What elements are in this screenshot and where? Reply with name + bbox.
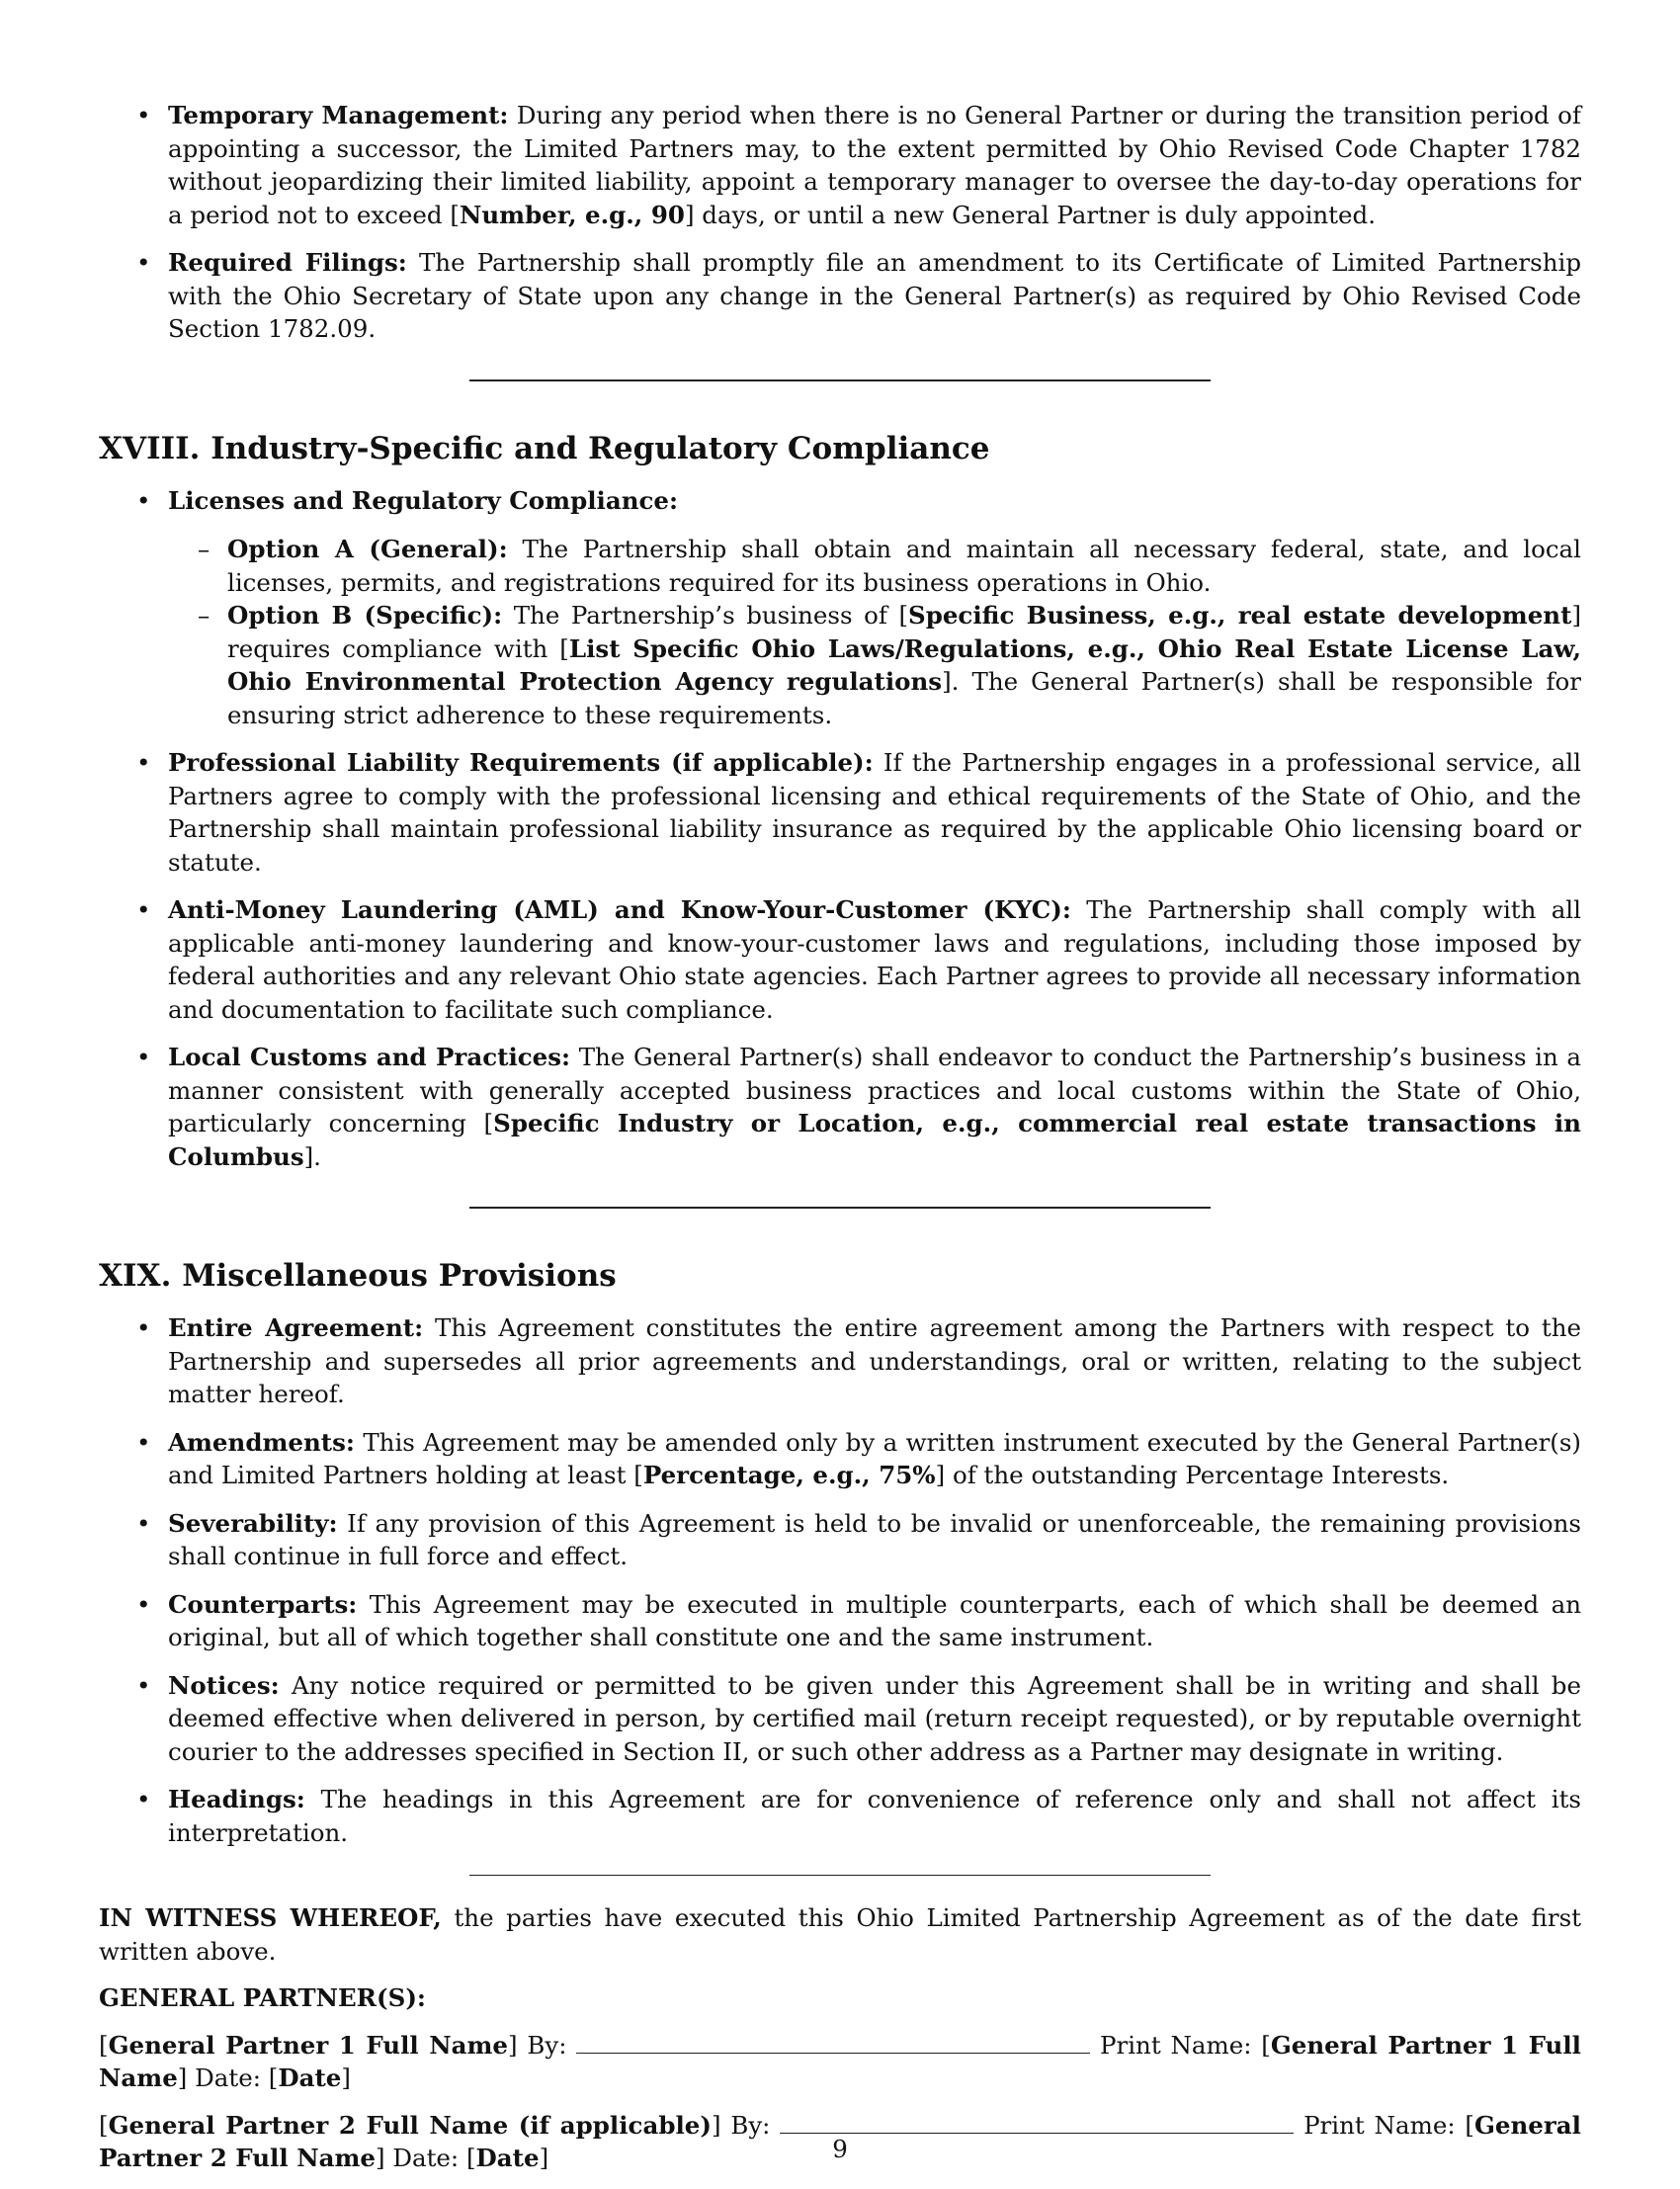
section-divider [469, 1875, 1211, 1876]
bullet-text: Any notice required or permitted to be given under this Agreement shall be in writing and shall be deemed effective when delivered in person, by certified mail (return receipt requested), or by reputable overnight courier to the addresses specified in Section II, or such other address as a Partner may designate in writing. [168, 1670, 1581, 1766]
bullet-text: The Partnership shall promptly file an amendment to its Certificate of Limited Partnership with the Ohio Secretary of State upon any change in the General Partner(s) as required by Ohio Revised Code Section 1782.09. [168, 248, 1581, 343]
by-label: By: [517, 2030, 577, 2060]
bullet-title: Headings: [168, 1785, 305, 1813]
gp2-print-name: General Partner 2 Full Name [99, 2110, 1581, 2172]
bullet-text: ] days, or until a new General Partner is duly appointed. [684, 200, 1377, 229]
licenses-options [168, 533, 1581, 731]
transition-bullets [99, 99, 1581, 346]
signature-block-gp1: [General Partner 1 Full Name] By: Print Name: [General Partner 1 Full Name] Date: [Date] [99, 2030, 1581, 2092]
bullet-title: Severability: [168, 1508, 338, 1538]
signature-line[interactable] [576, 2029, 1090, 2054]
section-heading-xviii: XVIII. Industry-Specific and Regulatory Compliance [99, 430, 990, 466]
option-text: The Partnership shall obtain and maintain all necessary federal, state, and local licenses, permits, and registrations required for its business operations in Ohio. [227, 535, 1581, 597]
print-name-label: Print Name: [1294, 2110, 1466, 2140]
bullet-text: This Agreement may be executed in multiple counterparts, each of which shall be deemed an original, but all of which together shall constitute one and the same instrument. [168, 1589, 1581, 1651]
gp1-name: General Partner 1 Full Name [108, 2030, 509, 2060]
signature-line[interactable] [780, 2109, 1294, 2134]
bullet-severability [99, 1507, 1581, 1573]
signature-block-gp2: [General Partner 2 Full Name (if applicable)] By: Print Name: [General Partner 2 Full Name] Date: [Date] [99, 2110, 1581, 2172]
bullet-entire-agreement [99, 1311, 1581, 1411]
option-a [168, 533, 1581, 599]
bullet-licenses [99, 484, 1581, 732]
section-xix-list [99, 1311, 1581, 1849]
bullet-text: If any provision of this Agreement is held to be invalid or unenforceable, the remaining provisions shall continue in full force and effect. [168, 1508, 1581, 1570]
witness-bold: IN WITNESS WHEREOF, [99, 1903, 442, 1932]
bullet-title: Required Filings: [168, 248, 407, 277]
section-xviii-list [99, 484, 1581, 1174]
bullet-text: This Agreement constitutes the entire agreement among the Partners with respect to the Partnership and supersedes all prior agreements and understandings, oral or written, relating to the subject matter hereof. [168, 1313, 1581, 1408]
bullet-counterparts [99, 1588, 1581, 1654]
option-text: The Partnership’s business of [ [502, 601, 909, 630]
bullet-aml-kyc [99, 893, 1581, 1026]
print-name-label: Print Name: [1090, 2030, 1262, 2060]
signatures-heading-text: GENERAL PARTNER(S): [99, 1983, 426, 2012]
by-label: By: [720, 2110, 781, 2140]
bullet-text: The Partnership shall comply with all applicable anti-money laundering and know-your-customer laws and regulations, including those imposed by federal authorities and any relevant Ohio state agencies. Each Partner agrees to provide all necessary information and documentation to facilitate such compliance. [168, 895, 1581, 1024]
gp2-date: Date [475, 2144, 540, 2172]
bullet-required-filings [99, 246, 1581, 346]
gp2-name: General Partner 2 Full Name (if applicable) [108, 2110, 712, 2140]
gp1-date: Date [278, 2063, 342, 2092]
bullet-headings [99, 1783, 1581, 1849]
bullet-title: Anti-Money Laundering (AML) and Know-Your-Customer (KYC): [168, 895, 1071, 924]
bullet-text: ]. [303, 1141, 321, 1171]
bullet-text: ] of the outstanding Percentage Interests. [935, 1461, 1450, 1489]
bullet-text: During any period when there is no General Partner or during the transition period of appointing a successor, the Limited Partners may, to the extent permitted by Ohio Revised Code Chapter 1782 without jeopardizing their limited liability, appoint a temporary manager to oversee the day-to-day operations for a period not to exceed [ [168, 101, 1581, 229]
bullet-text: This Agreement may be amended only by a written instrument executed by the General Partner(s) and Limited Partners holding at least [ [168, 1427, 1581, 1489]
option-title: Option A (General): [227, 535, 508, 563]
witness-text: the parties have executed this Ohio Limited Partnership Agreement as of the date first written above. [99, 1903, 1581, 1966]
bullet-text: The headings in this Agreement are for convenience of reference only and shall not affect its interpretation. [168, 1785, 1581, 1847]
bullet-professional-liability [99, 746, 1581, 879]
section-divider [469, 379, 1211, 381]
bullet-title: Licenses and Regulatory Compliance: [168, 485, 679, 515]
bullet-text: The General Partner(s) shall endeavor to conduct the Partnership’s business in a manner consistent with generally accepted business practices and local customs within the State of Ohio, particularly concerning [ [168, 1043, 1581, 1137]
bullet-title: Professional Liability Requirements (if applicable): [168, 748, 874, 777]
placeholder: Specific Business, e.g., real estate development [908, 601, 1572, 630]
section-heading-xix: XIX. Miscellaneous Provisions [99, 1258, 617, 1294]
option-b [168, 599, 1581, 731]
option-text: ]. The General Partner(s) shall be responsible for ensuring strict adherence to these requirements. [227, 667, 1581, 729]
page-number: 9 [832, 2135, 848, 2163]
signatures-heading [99, 1981, 1581, 2015]
placeholder: List Specific Ohio Laws/Regulations, e.g., Ohio Real Estate License Law, Ohio Environmental Protection Agency regulations [227, 633, 1581, 696]
bullet-temporary-management [99, 99, 1581, 231]
option-title: Option B (Specific): [227, 601, 503, 630]
bullet-title: Local Customs and Practices: [168, 1043, 571, 1071]
placeholder: Specific Industry or Location, e.g., commercial real estate transactions in Columbus [168, 1109, 1581, 1171]
bullet-title: Entire Agreement: [168, 1313, 424, 1342]
bullet-amendments [99, 1426, 1581, 1492]
bullet-title: Temporary Management: [168, 101, 509, 129]
bullet-title: Counterparts: [168, 1589, 358, 1619]
date-label: Date: [187, 2063, 269, 2092]
placeholder: Percentage, e.g., 75% [642, 1461, 936, 1489]
bullet-local-customs [99, 1041, 1581, 1173]
witness-clause [99, 1901, 1581, 1968]
bullet-title: Notices: [168, 1670, 280, 1700]
gp1-print-name: General Partner 1 Full Name [99, 2030, 1581, 2092]
date-label: Date: [384, 2144, 466, 2172]
document-page [99, 99, 1581, 2189]
section-divider [469, 1207, 1211, 1209]
bullet-title: Amendments: [168, 1427, 355, 1457]
option-text: ] requires compliance with [ [227, 601, 1582, 663]
bullet-text: If the Partnership engages in a professional service, all Partners agree to comply with the professional licensing and ethical requirements of the State of Ohio, and the Partnership shall maintain professional liability insurance as required by the applicable Ohio licensing board or statute. [168, 748, 1581, 877]
placeholder: Number, e.g., 90 [459, 200, 685, 229]
bullet-notices [99, 1669, 1581, 1769]
